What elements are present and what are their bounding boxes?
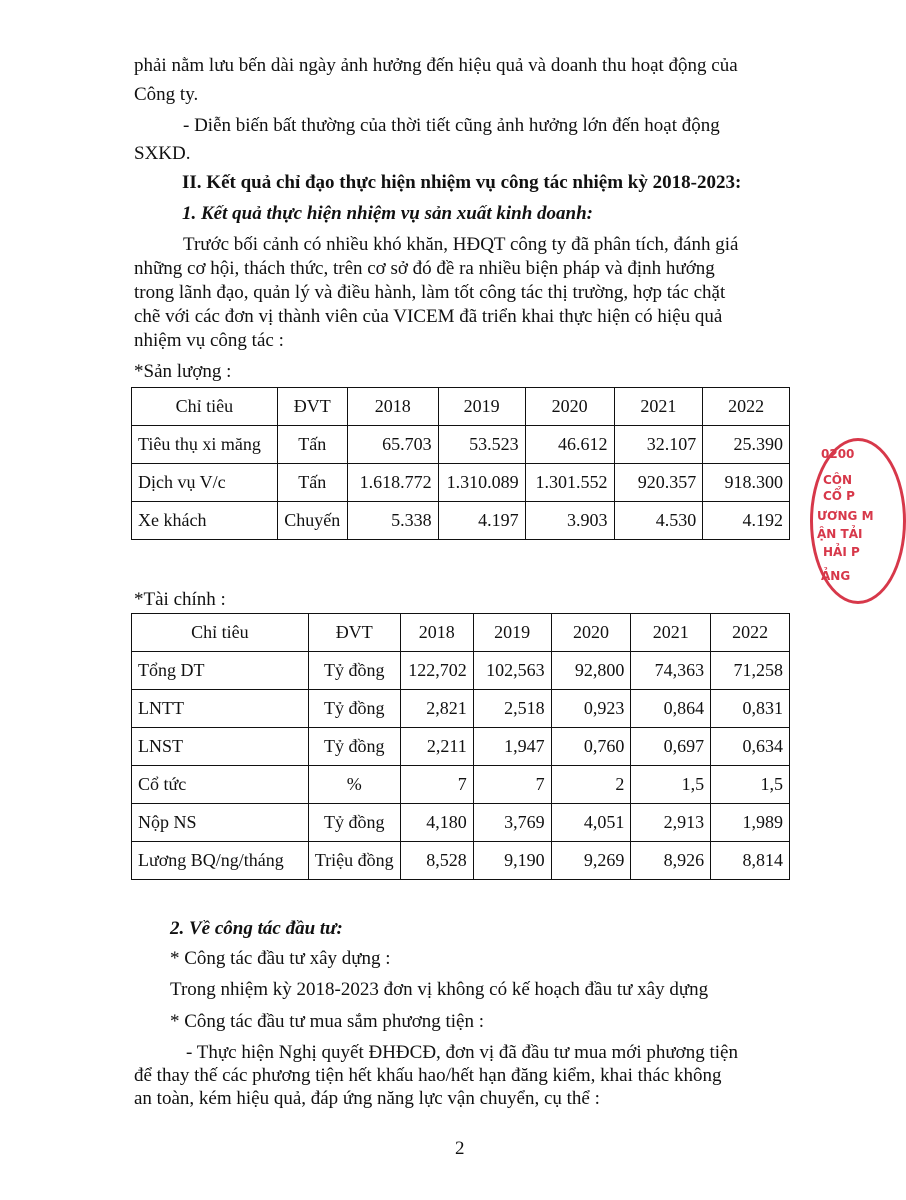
subsection-heading-2: 2. Về công tác đầu tư:	[170, 918, 343, 939]
table-cell: Tỷ đồng	[308, 804, 400, 842]
paragraph-line: * Công tác đầu tư xây dựng :	[170, 948, 391, 969]
paragraph-line: * Công tác đầu tư mua sắm phương tiện :	[170, 1011, 485, 1032]
table-cell: 0,697	[631, 728, 711, 766]
table-cell: 92,800	[551, 652, 631, 690]
table-row	[132, 804, 790, 842]
paragraph-line: Trong nhiệm kỳ 2018-2023 đơn vị không có kế hoạch đầu tư xây dựng	[170, 979, 709, 1000]
table-cell: 7	[400, 766, 473, 804]
table-cell: 4.197	[438, 502, 525, 540]
table-cell: 53.523	[438, 426, 525, 464]
table-cell: 1,5	[631, 766, 711, 804]
seal-text: HẢI P	[823, 545, 860, 559]
table-header-cell: ĐVT	[308, 614, 400, 652]
table-cell: 102,563	[473, 652, 551, 690]
table-cell: 46.612	[525, 426, 614, 464]
company-seal	[810, 438, 906, 604]
seal-text: CỔ P	[823, 489, 855, 503]
table-cell: 3,769	[473, 804, 551, 842]
table-cell: Tiêu thụ xi măng	[132, 426, 278, 464]
table-cell: 65.703	[347, 426, 438, 464]
paragraph-line: nhiệm vụ công tác :	[134, 330, 284, 351]
seal-text: ẢNG	[821, 569, 851, 583]
table-header-cell: 2021	[614, 388, 703, 426]
table-cell: 2,518	[473, 690, 551, 728]
table-cell: Triệu đồng	[308, 842, 400, 880]
table-cell: 0,634	[711, 728, 790, 766]
table-header-cell: Chỉ tiêu	[132, 614, 309, 652]
paragraph-line: Công ty.	[134, 84, 199, 105]
table-cell: 0,831	[711, 690, 790, 728]
table-cell: Dịch vụ V/c	[132, 464, 278, 502]
table-cell: Tỷ đồng	[308, 728, 400, 766]
finance-table-caption: *Tài chính :	[134, 589, 226, 610]
table-cell: 2	[551, 766, 631, 804]
seal-text: ƯƠNG M	[817, 509, 874, 523]
table-row	[132, 728, 790, 766]
table-row	[132, 766, 790, 804]
table-cell: 1,947	[473, 728, 551, 766]
table-cell: Tấn	[277, 426, 347, 464]
seal-text: 0200	[821, 447, 855, 461]
table-cell: 1.301.552	[525, 464, 614, 502]
finance-table	[131, 613, 790, 880]
paragraph-line: - Diễn biến bất thường của thời tiết cũng ảnh hưởng lớn đến hoạt động	[183, 115, 720, 136]
table-cell: 1,5	[711, 766, 790, 804]
section-heading-ii: II. Kết quả chỉ đạo thực hiện nhiệm vụ công tác nhiệm kỳ 2018-2023:	[182, 172, 742, 193]
table-cell: Tổng DT	[132, 652, 309, 690]
table-header-cell: 2018	[347, 388, 438, 426]
table-cell: 4.530	[614, 502, 703, 540]
table-cell: 2,821	[400, 690, 473, 728]
table-header-row	[132, 388, 790, 426]
table-cell: LNST	[132, 728, 309, 766]
table-cell: 3.903	[525, 502, 614, 540]
table-cell: 9,190	[473, 842, 551, 880]
paragraph-line: để thay thế các phương tiện hết khấu hao/hết hạn đăng kiểm, khai thác không	[134, 1065, 722, 1086]
table-cell: 918.300	[703, 464, 790, 502]
table-row	[132, 502, 790, 540]
table-row	[132, 652, 790, 690]
table-cell: 8,528	[400, 842, 473, 880]
table-cell: 4,051	[551, 804, 631, 842]
table-cell: 2,211	[400, 728, 473, 766]
table-cell: LNTT	[132, 690, 309, 728]
table-cell: 4,180	[400, 804, 473, 842]
paragraph-line: trong lãnh đạo, quản lý và điều hành, làm tốt công tác thị trường, hợp tác chặt	[134, 282, 726, 303]
table-cell: Cổ tức	[132, 766, 309, 804]
table-row	[132, 464, 790, 502]
seal-text: CÔN	[823, 473, 853, 487]
table-cell: 74,363	[631, 652, 711, 690]
table-header-cell: ĐVT	[277, 388, 347, 426]
table-cell: 8,926	[631, 842, 711, 880]
table-header-cell: 2019	[473, 614, 551, 652]
table-header-cell: 2022	[703, 388, 790, 426]
table-cell: 0,864	[631, 690, 711, 728]
table-row	[132, 426, 790, 464]
table-cell: 7	[473, 766, 551, 804]
table-header-cell: 2022	[711, 614, 790, 652]
table-cell: Lương BQ/ng/tháng	[132, 842, 309, 880]
table-cell: Xe khách	[132, 502, 278, 540]
table-cell: 5.338	[347, 502, 438, 540]
table-cell: Tấn	[277, 464, 347, 502]
table-cell: 9,269	[551, 842, 631, 880]
paragraph-line: - Thực hiện Nghị quyết ĐHĐCĐ, đơn vị đã đầu tư mua mới phương tiện	[186, 1042, 738, 1063]
paragraph-line: SXKD.	[134, 143, 191, 164]
table-cell: 0,923	[551, 690, 631, 728]
table-cell: 4.192	[703, 502, 790, 540]
table-cell: 2,913	[631, 804, 711, 842]
table-cell: 71,258	[711, 652, 790, 690]
table-header-row	[132, 614, 790, 652]
table-cell: 0,760	[551, 728, 631, 766]
table-cell: Chuyến	[277, 502, 347, 540]
output-table-caption: *Sản lượng :	[134, 361, 232, 382]
table-cell: 122,702	[400, 652, 473, 690]
paragraph-line: Trước bối cảnh có nhiều khó khăn, HĐQT công ty đã phân tích, đánh giá	[183, 234, 739, 255]
seal-text: ẬN TẢI	[817, 527, 863, 541]
output-table	[131, 387, 790, 540]
table-cell: 1,989	[711, 804, 790, 842]
paragraph-line: chẽ với các đơn vị thành viên của VICEM đã triển khai thực hiện có hiệu quả	[134, 306, 723, 327]
table-header-cell: 2020	[551, 614, 631, 652]
paragraph-line: an toàn, kém hiệu quả, đáp ứng năng lực vận chuyển, cụ thể :	[134, 1088, 600, 1109]
table-header-cell: 2020	[525, 388, 614, 426]
table-cell: Tỷ đồng	[308, 652, 400, 690]
table-cell: Nộp NS	[132, 804, 309, 842]
subsection-heading-1: 1. Kết quả thực hiện nhiệm vụ sản xuất kinh doanh:	[182, 203, 594, 224]
table-cell: 1.618.772	[347, 464, 438, 502]
paragraph-line: phải nằm lưu bến dài ngày ảnh hưởng đến hiệu quả và doanh thu hoạt động của	[134, 55, 738, 76]
table-cell: 920.357	[614, 464, 703, 502]
table-cell: 32.107	[614, 426, 703, 464]
table-header-cell: Chỉ tiêu	[132, 388, 278, 426]
table-row	[132, 842, 790, 880]
table-cell: 25.390	[703, 426, 790, 464]
table-cell: 8,814	[711, 842, 790, 880]
table-header-cell: 2021	[631, 614, 711, 652]
table-header-cell: 2018	[400, 614, 473, 652]
table-row	[132, 690, 790, 728]
table-cell: 1.310.089	[438, 464, 525, 502]
table-cell: Tỷ đồng	[308, 690, 400, 728]
page-number: 2	[455, 1138, 465, 1159]
paragraph-line: những cơ hội, thách thức, trên cơ sở đó đề ra nhiều biện pháp và định hướng	[134, 258, 715, 279]
table-cell: %	[308, 766, 400, 804]
table-header-cell: 2019	[438, 388, 525, 426]
